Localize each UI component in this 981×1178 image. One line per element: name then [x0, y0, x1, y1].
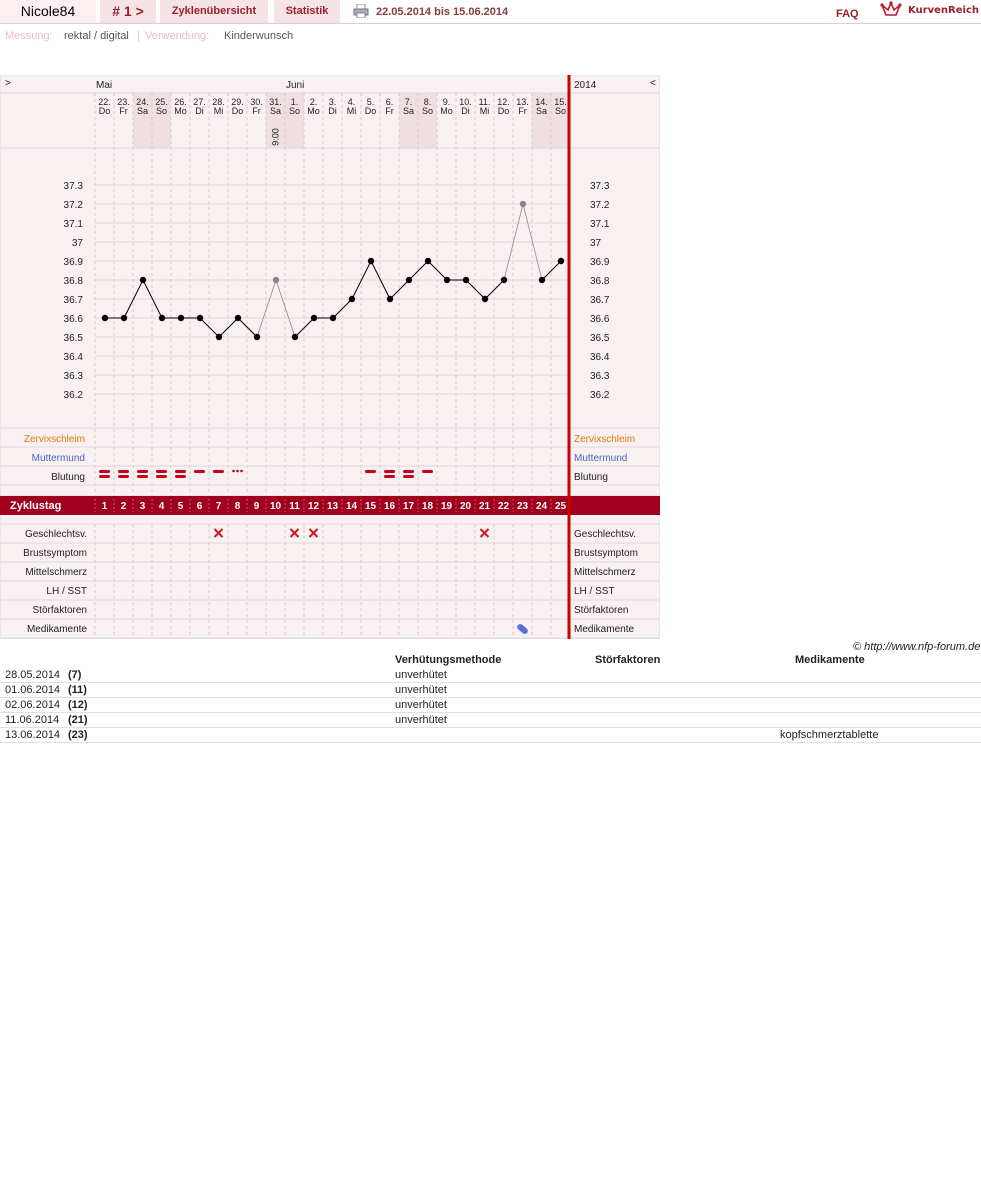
weekday-label: Mi [213, 106, 224, 116]
table-row [0, 697, 981, 713]
cell-method: unverhütet [395, 714, 447, 726]
y-tick-label: 36.7 [63, 295, 83, 306]
weekday-label: So [155, 106, 168, 116]
row-label-bottom: Mittelschmerz [25, 567, 87, 578]
usage-value: Kinderwunsch [224, 30, 294, 42]
bleeding-mark [118, 470, 129, 473]
cycle-day-number: 20 [459, 501, 472, 512]
logo-text: KurvenReich [908, 5, 980, 16]
cell-date: 01.06.2014 [5, 684, 61, 696]
cycle-day-number: 17 [402, 501, 415, 512]
weekday-label: Sa [269, 106, 282, 116]
y-tick-label: 36.4 [63, 352, 83, 363]
user-name: Nicole84 [20, 3, 76, 19]
row-label-cervical: Zervixschleim [23, 434, 85, 445]
cycle-chart [0, 75, 660, 639]
date-label: 28. [212, 97, 225, 107]
bleeding-mark [194, 470, 205, 473]
row-label-bottom: Medikamente [26, 624, 87, 635]
cycle-day-number: 25 [554, 501, 567, 512]
y-tick-label: 36.9 [63, 257, 83, 268]
weekday-label: Mo [440, 106, 453, 116]
weekday-label: Mi [346, 106, 357, 116]
bleeding-mark [175, 475, 186, 478]
cycle-day-number: 22 [497, 501, 510, 512]
weekday-label: Do [98, 106, 111, 116]
table-row [0, 727, 981, 743]
cycle-day-number: 8 [234, 501, 241, 512]
cell-date: 02.06.2014 [5, 699, 61, 711]
date-label: 23. [117, 97, 130, 107]
bleeding-mark [403, 470, 414, 473]
row-label-bottom-right: LH / SST [574, 586, 615, 597]
date-label: 30. [250, 97, 263, 107]
cycle-day-number: 15 [364, 501, 377, 512]
row-label-bleeding-right: Blutung [574, 472, 608, 483]
month-label: Juni [286, 80, 305, 91]
meta-separator: | [137, 30, 140, 42]
bleeding-mark [365, 470, 376, 473]
bleeding-mark [384, 475, 395, 478]
temperature-point [330, 315, 336, 321]
temperature-point [368, 258, 374, 264]
y-tick-label-right: 36.6 [590, 314, 610, 325]
user-tab[interactable] [0, 0, 96, 23]
weekday-label: Mo [174, 106, 187, 116]
cycle-day-number: 9 [253, 501, 260, 512]
weekday-label: Do [497, 106, 510, 116]
temperature-point [292, 334, 298, 340]
spotting-mark [236, 470, 239, 473]
y-tick-label-right: 37 [590, 238, 602, 249]
bleeding-mark [156, 470, 167, 473]
y-tick-label: 37 [71, 238, 83, 249]
date-label: 1. [290, 97, 299, 107]
y-tick-label: 37.1 [63, 219, 83, 230]
header-med: Medikamente [795, 654, 865, 666]
date-label: 14. [535, 97, 548, 107]
weekday-label: Di [461, 106, 470, 116]
weekday-label: Sa [535, 106, 548, 116]
cycle-day-number: 5 [177, 501, 184, 512]
temperature-point [311, 315, 317, 321]
cell-day: (12) [68, 699, 88, 711]
weekday-label: Do [231, 106, 244, 116]
measure-value: rektal / digital [64, 30, 129, 42]
row-label-bottom-right: Brustsymptom [574, 548, 638, 559]
temperature-point [539, 277, 545, 283]
date-label: 11. [478, 97, 491, 107]
temperature-point [501, 277, 507, 283]
row-label-bottom-right: Mittelschmerz [574, 567, 636, 578]
temperature-point [520, 201, 526, 207]
bleeding-mark [137, 475, 148, 478]
cycle-day-number: 24 [535, 501, 548, 512]
y-tick-label-right: 37.2 [590, 200, 610, 211]
cycle-day-label: Zyklustag [10, 500, 62, 512]
stats-label: Statistik [285, 5, 329, 17]
weekday-label: Di [328, 106, 337, 116]
date-label: 31. [269, 97, 282, 107]
date-label: 2. [309, 97, 318, 107]
temperature-point [558, 258, 564, 264]
cycle-day-number: 6 [196, 501, 203, 512]
bleeding-mark [137, 470, 148, 473]
row-label-bleeding: Blutung [51, 472, 85, 483]
cell-day: (23) [68, 729, 88, 741]
date-label: 22. [98, 97, 111, 107]
temperature-point [197, 315, 203, 321]
header-method: Verhütungsmethode [395, 654, 502, 666]
weekday-label: Mi [479, 106, 490, 116]
time-note: 9:00 [270, 128, 281, 146]
cell-method: unverhütet [395, 669, 447, 681]
kurvenreich-logo[interactable] [880, 1, 980, 21]
temperature-point [235, 315, 241, 321]
cycle-day-number: 3 [139, 501, 146, 512]
date-label: 3. [328, 97, 337, 107]
chart-background [0, 75, 660, 639]
temperature-point [121, 315, 127, 321]
weekday-label: Fr [119, 106, 128, 116]
header-stoer: Störfaktoren [595, 654, 661, 666]
bleeding-mark [384, 470, 395, 473]
temperature-point [216, 334, 222, 340]
temperature-chart-svg [0, 75, 660, 639]
cell-method: unverhütet [395, 699, 447, 711]
header-divider [0, 23, 981, 24]
date-label: 25. [155, 97, 168, 107]
temperature-point [463, 277, 469, 283]
weekday-label: Sa [136, 106, 149, 116]
date-label: 12. [497, 97, 510, 107]
y-tick-label-right: 36.3 [590, 371, 610, 382]
temperature-point [482, 296, 488, 302]
nav-next-arrow: < [650, 78, 656, 89]
copyright: © http://www.nfp-forum.de [853, 641, 981, 653]
weekday-label: So [288, 106, 301, 116]
date-range: 22.05.2014 bis 15.06.2014 [376, 6, 509, 18]
row-label-bottom: Brustsymptom [23, 548, 87, 559]
cycle-day-number: 16 [383, 501, 396, 512]
y-tick-label-right: 37.3 [590, 181, 610, 192]
cycle-day-number: 23 [516, 501, 529, 512]
cycle-day-number: 1 [101, 501, 108, 512]
weekday-label: Mo [307, 106, 320, 116]
row-label-cervix: Muttermund [31, 453, 85, 464]
table-row [0, 712, 981, 728]
y-tick-label: 36.2 [63, 390, 83, 401]
y-tick-label: 36.8 [63, 276, 83, 287]
cell-day: (7) [68, 669, 82, 681]
row-label-bottom-right: Medikamente [574, 624, 635, 635]
temperature-point [178, 315, 184, 321]
row-label-bottom: Störfaktoren [32, 605, 87, 616]
date-label: 6. [385, 97, 394, 107]
date-label: 24. [136, 97, 149, 107]
printer-icon[interactable] [353, 4, 369, 18]
temperature-point [406, 277, 412, 283]
y-tick-label: 36.6 [63, 314, 83, 325]
bleeding-mark [175, 470, 186, 473]
cell-day: (11) [68, 684, 87, 696]
row-label-bottom-right: Geschlechtsv. [574, 529, 637, 540]
row-label-bottom: Geschlechtsv. [24, 529, 87, 540]
temperature-point [387, 296, 393, 302]
cell-method: unverhütet [395, 684, 447, 696]
cycle-day-number: 12 [307, 501, 320, 512]
cell-date: 11.06.2014 [5, 714, 60, 726]
date-label: 13. [516, 97, 529, 107]
bleeding-mark [118, 475, 129, 478]
cycle-day-number: 11 [289, 501, 300, 512]
bleeding-mark [156, 475, 167, 478]
date-label: 9. [442, 97, 451, 107]
date-label: 27. [193, 97, 206, 107]
y-tick-label-right: 36.4 [590, 352, 610, 363]
date-label: 26. [174, 97, 187, 107]
temperature-point [444, 277, 450, 283]
y-tick-label: 37.2 [63, 200, 83, 211]
bleeding-mark [422, 470, 433, 473]
date-label: 5. [366, 97, 375, 107]
weekday-label: Di [195, 106, 204, 116]
y-tick-label: 36.3 [63, 371, 83, 382]
cycle-day-number: 4 [158, 501, 165, 512]
spotting-mark [232, 470, 235, 473]
weekday-label: Fr [385, 106, 394, 116]
cell-date: 28.05.2014 [5, 669, 61, 681]
crown-icon [880, 1, 902, 19]
weekday-label: Fr [518, 106, 527, 116]
y-tick-label-right: 36.5 [590, 333, 610, 344]
y-tick-label-right: 36.2 [590, 390, 610, 401]
bleeding-mark [99, 470, 110, 473]
weekday-label: Do [364, 106, 377, 116]
table-row [0, 682, 981, 698]
y-tick-label: 37.3 [63, 181, 83, 192]
date-label: 4. [347, 97, 356, 107]
date-label: 10. [459, 97, 472, 107]
cycle-day-number: 2 [120, 501, 127, 512]
spotting-mark [240, 470, 243, 473]
temperature-point [102, 315, 108, 321]
bleeding-mark [99, 475, 110, 478]
cycle-overview-tab[interactable] [160, 0, 268, 23]
weekday-label: Sa [402, 106, 415, 116]
cycle-day-number: 7 [215, 501, 222, 512]
y-tick-label-right: 36.7 [590, 295, 610, 306]
statistics-tab[interactable] [274, 0, 340, 23]
weekday-label: So [554, 106, 567, 116]
temperature-point [349, 296, 355, 302]
row-label-cervical-right: Zervixschleim [574, 434, 636, 445]
temperature-point [273, 277, 279, 283]
cycle-label: # 1 > [112, 3, 144, 19]
cycle-day-number: 19 [440, 501, 453, 512]
date-label: 15. [554, 97, 567, 107]
cycle-day-number: 18 [421, 501, 434, 512]
cell-day: (21) [68, 714, 88, 726]
row-label-cervix-right: Muttermund [574, 453, 628, 464]
y-tick-label: 36.5 [63, 333, 83, 344]
date-label: 29. [231, 97, 244, 107]
weekday-label: So [421, 106, 434, 116]
y-tick-label-right: 36.9 [590, 257, 610, 268]
temperature-point [140, 277, 146, 283]
cycle-tab[interactable] [100, 0, 156, 23]
usage-label: Verwendung: [145, 30, 210, 42]
cycle-day-number: 13 [326, 501, 339, 512]
temperature-point [254, 334, 260, 340]
row-label-bottom: LH / SST [46, 586, 87, 597]
y-tick-label-right: 37.1 [590, 219, 610, 230]
temperature-point [159, 315, 165, 321]
measure-label: Messung: [5, 30, 53, 42]
y-tick-label-right: 36.8 [590, 276, 610, 287]
bleeding-mark [213, 470, 224, 473]
overview-label: Zyklenübersicht [171, 5, 257, 17]
date-label: 7. [404, 97, 413, 107]
month-label: Mai [96, 80, 113, 91]
nav-prev-arrow: > [5, 78, 11, 89]
faq-link[interactable]: FAQ [836, 8, 859, 20]
cycle-day-number: 14 [345, 501, 358, 512]
year-label: 2014 [574, 80, 597, 91]
cell-med: kopfschmerztablette [780, 729, 879, 741]
cycle-day-number: 21 [478, 501, 491, 512]
cycle-day-number: 10 [269, 501, 282, 512]
cell-date: 13.06.2014 [5, 729, 61, 741]
temperature-point [425, 258, 431, 264]
table-row [0, 667, 981, 683]
bleeding-mark [403, 475, 414, 478]
date-label: 8. [423, 97, 432, 107]
weekday-label: Fr [252, 106, 261, 116]
row-label-bottom-right: Störfaktoren [574, 605, 629, 616]
